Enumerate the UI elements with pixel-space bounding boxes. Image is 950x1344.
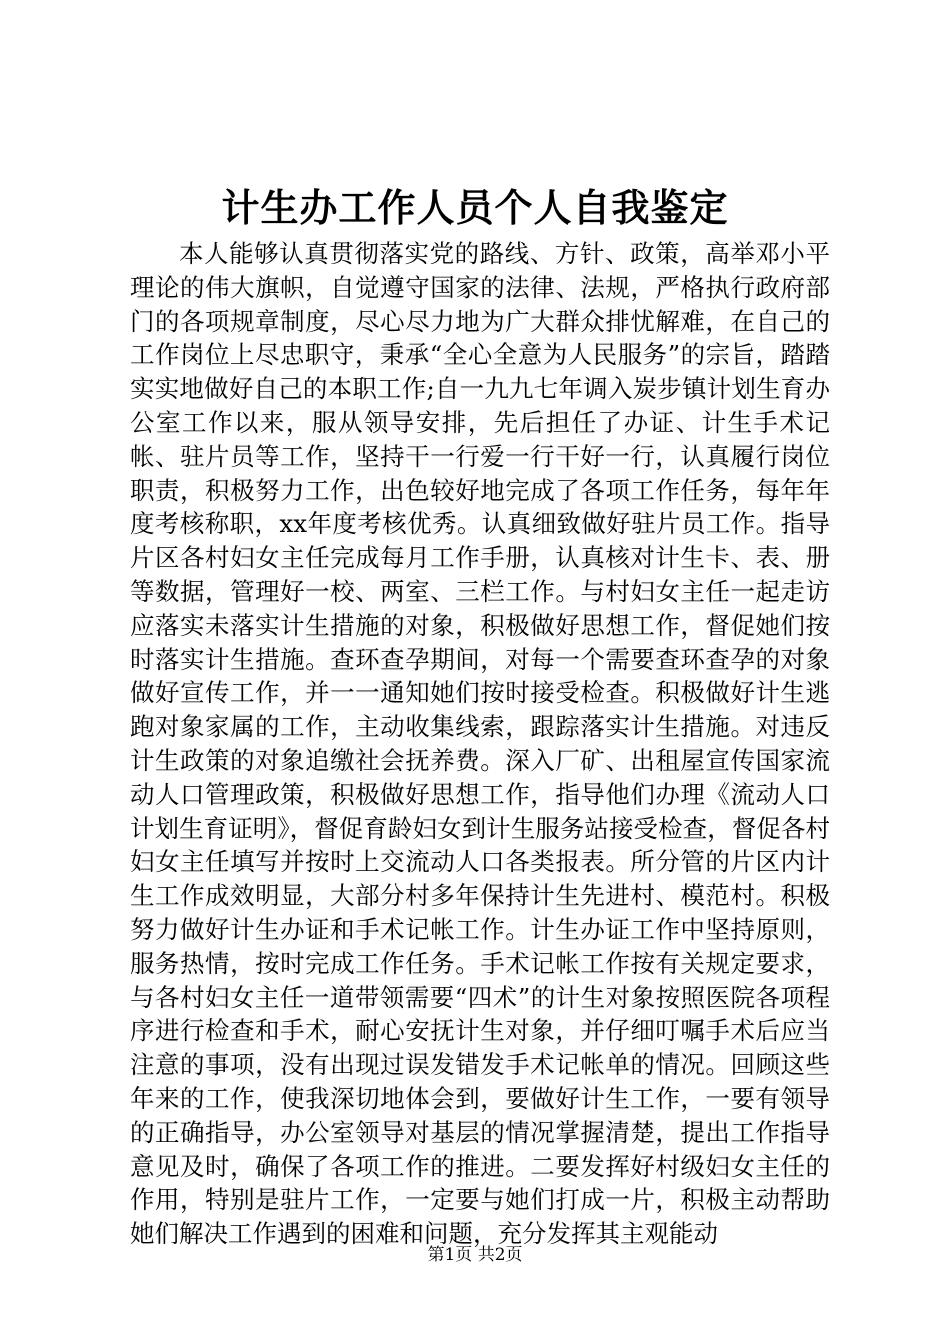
page-number: 第1页 共2页: [427, 1245, 523, 1265]
body-paragraph: 本人能够认真贯彻落实党的路线、方针、政策，高举邓小平理论的伟大旗帜，自觉遵守国家的法律、法规，严格执行政府部门的各项规章制度，尽心尽力地为广大群众排忧解难，在自己的工作岗位上尽忠职守，秉承“全心全意为人民服务”的宗旨，踏踏实实地做好自己的本职工作;自一九九七年调入炭步镇计划生育办公室工作以来，服从领导安排，先后担任了办证、计生手术记帐、驻片员等工作，坚持干一行爱一行干好一行，认真履行岗位职责，积极努力工作，出色较好地完成了各项工作任务，每年年度考核称职，xx年度考核优秀。认真细致做好驻片员工作。指导片区各村妇女主任完成每月工作手册，认真核对计生卡、表、册等数据，管理好一校、两室、三栏工作。与村妇女主任一起走访应落实未落实计生措施的对象，积极做好思想工作，督促她们按时落实计生措施。查环查孕期间，对每一个需要查环查孕的对象做好宣传工作，并一一通知她们按时接受检查。积极做好计生逃跑对象家属的工作，主动收集线索，跟踪落实计生措施。对违反计生政策的对象追缴社会抚养费。深入厂矿、出租屋宣传国家流动人口管理政策，积极做好思想工作，指导他们办理《流动人口计划生育证明》，督促育龄妇女到计生服务站接受检查，督促各村妇女主任填写并按时上交流动人口各类报表。所分管的片区内计生工作成效明显，大部分村多年保持计生先进村、模范村。积极努力做好计生办证和手术记帐工作。计生办证工作中坚持原则，服务热情，按时完成工作任务。手术记帐工作按有关规定要求，与各村妇女主任一道带领需要“四术”的计生对象按照医院各项程序进行检查和手术，耐心安抚计生对象，并仔细叮嘱手术后应当注意的事项，没有出现过误发错发手术记帐单的情况。回顾这些年来的工作，使我深切地体会到，要做好计生工作，一要有领导的正确指导，办公室领导对基层的情况掌握清楚，提出工作指导意见及时，确保了各项工作的推进。二要发挥好村级妇女主任的作用，特别是驻片工作，一定要与她们打成一片，积极主动帮助她们解决工作遇到的困难和问题，充分发挥其主观能动: [130, 239, 830, 1249]
document-title: 计生办工作人员个人自我鉴定: [221, 185, 729, 230]
